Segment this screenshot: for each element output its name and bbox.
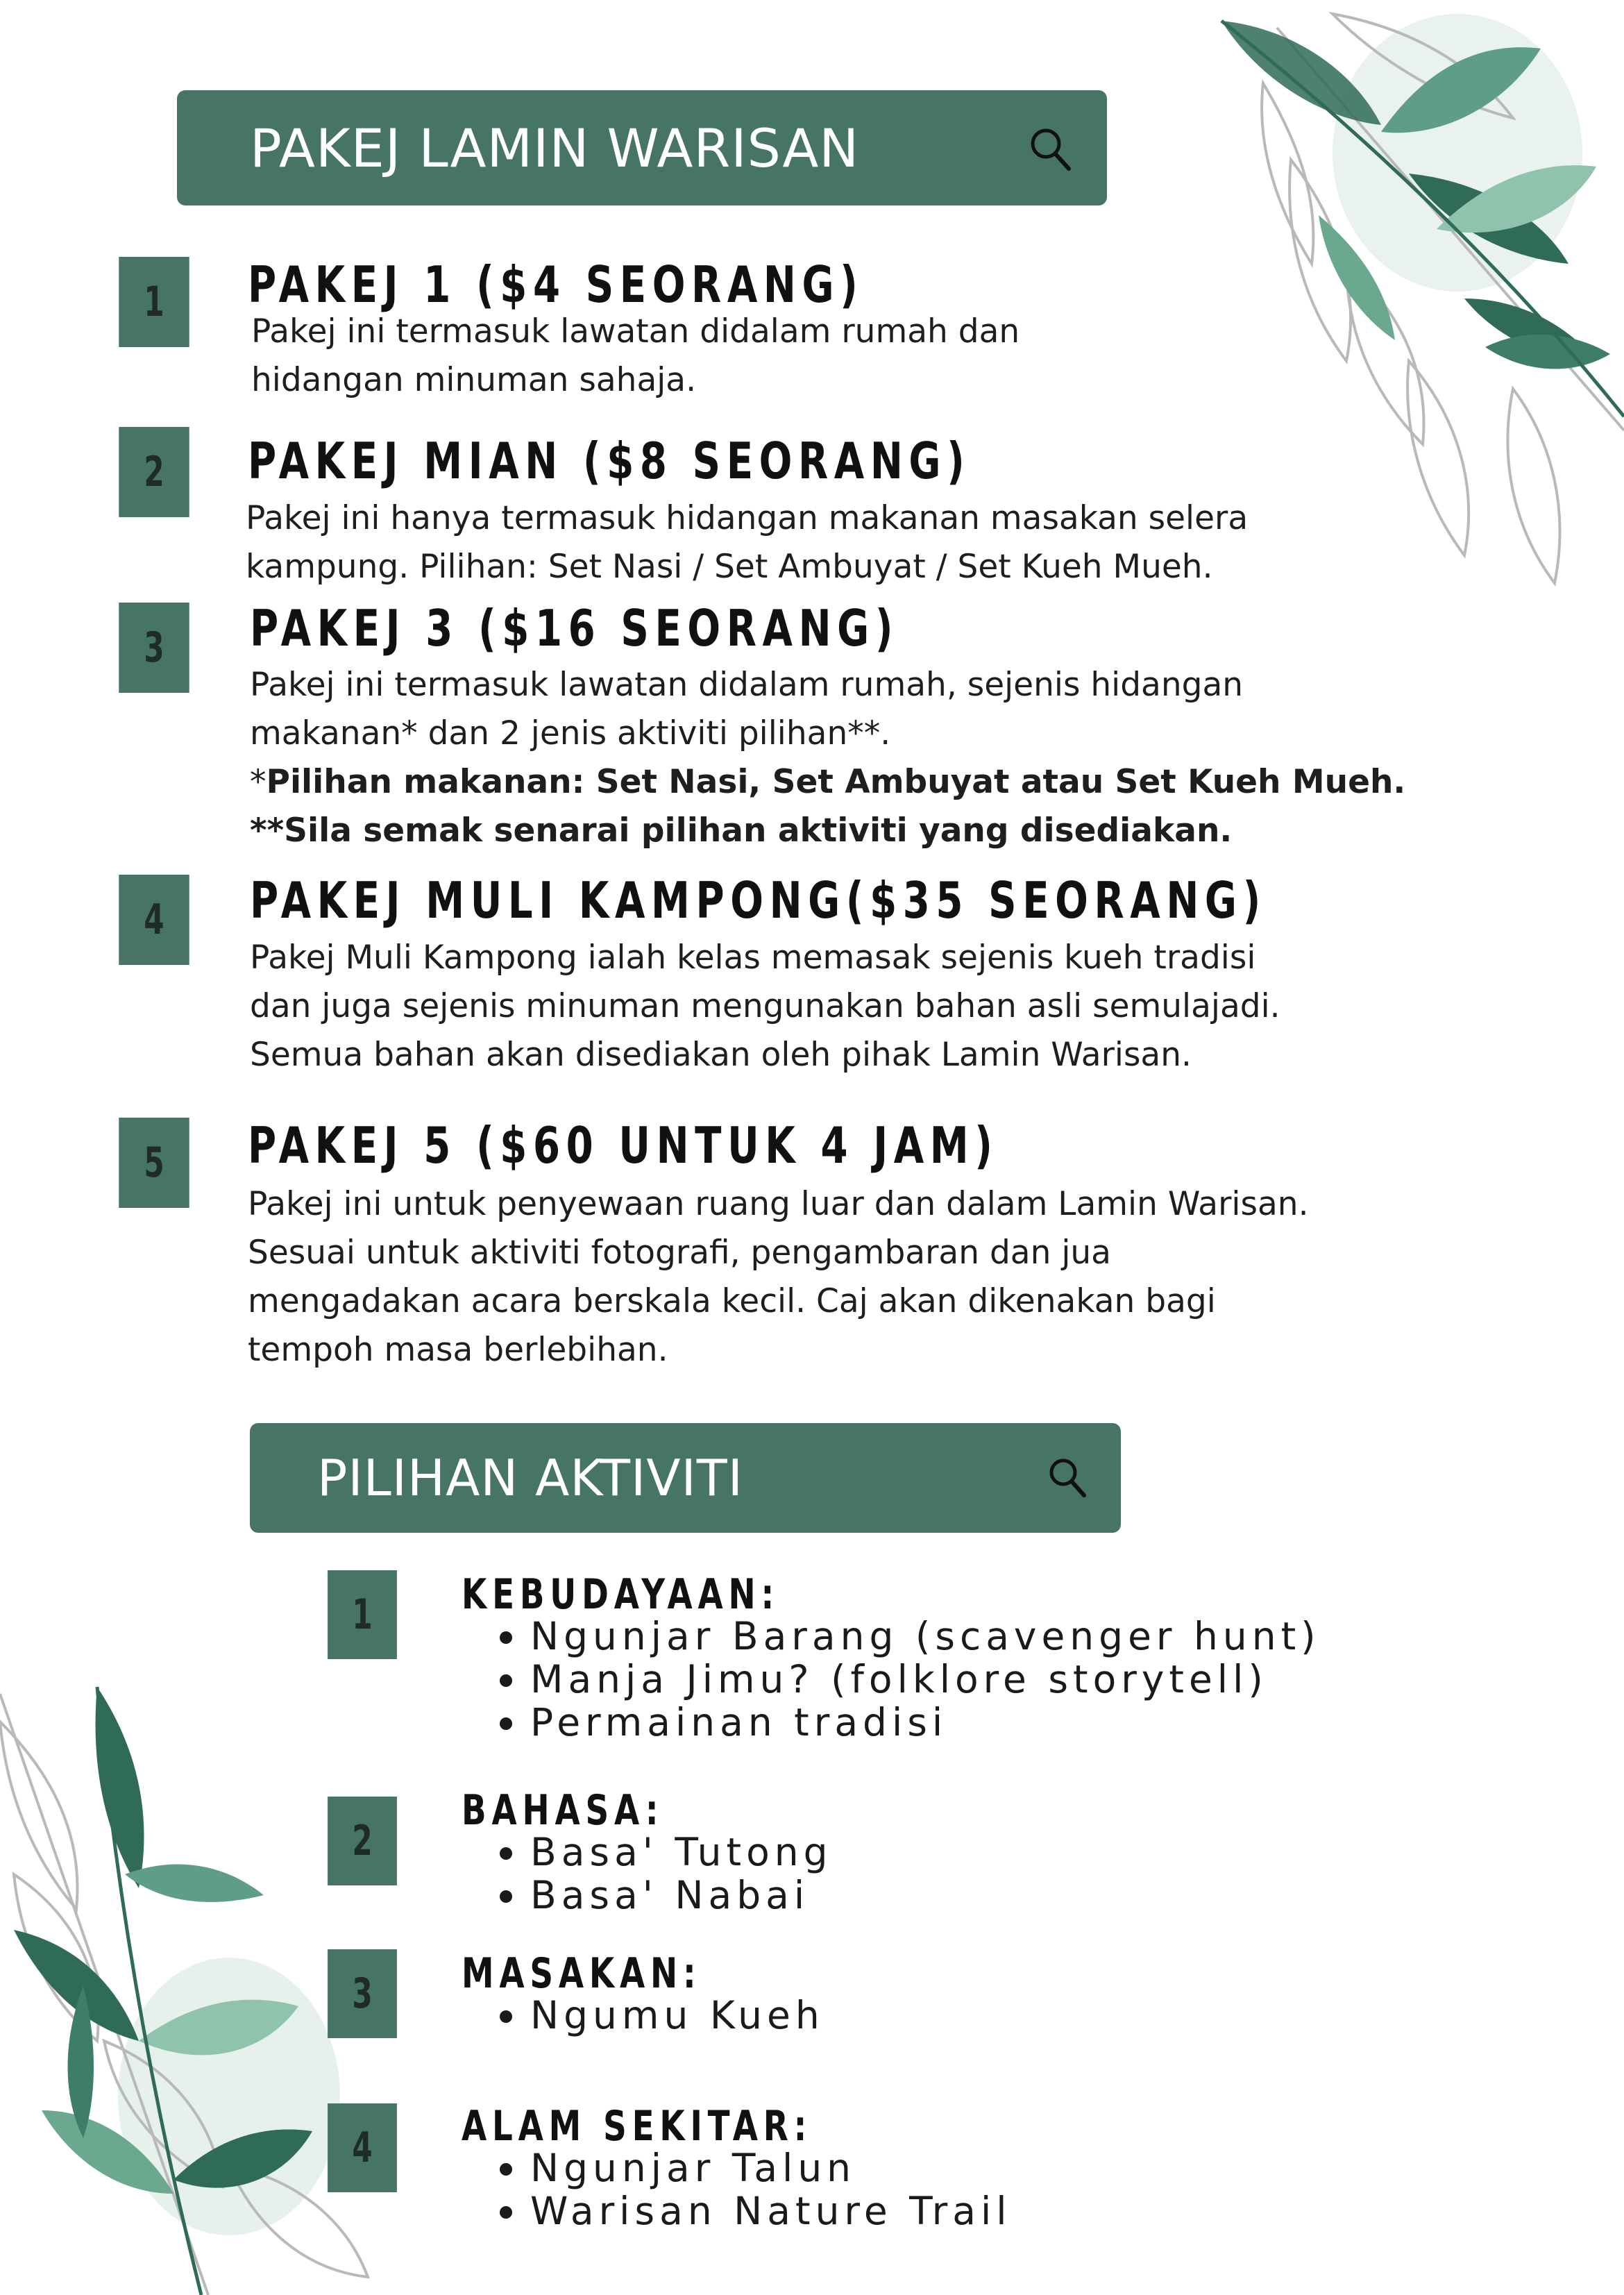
list-item: Basa' Nabai (494, 1874, 832, 1917)
list-item: Ngunjar Barang (scavenger hunt) (494, 1615, 1321, 1658)
activity-number-1: 1 (328, 1570, 397, 1659)
package-5-description (248, 1180, 1309, 1375)
activity-2-list (494, 1831, 832, 1917)
package-1-line-1: Pakej ini termasuk lawatan didalam rumah dan (251, 312, 1020, 351)
list-item: Ngunjar Talun (494, 2146, 1012, 2189)
package-3-note-prefix: * (250, 763, 267, 801)
package-5-line-4: tempoh masa berlebihan. (248, 1331, 668, 1369)
search-icon[interactable] (1027, 125, 1076, 178)
search-icon[interactable] (1047, 1456, 1090, 1503)
package-5-line-2: Sesuai untuk aktiviti fotografi, pengambaran dan jua (248, 1234, 1111, 1272)
package-3-title: PAKEJ 3 ($16 SEORANG) (250, 599, 899, 657)
package-2-line-1: Pakej ini hanya termasuk hidangan makanan masakan selera (246, 499, 1249, 537)
package-1-description (251, 308, 1020, 405)
package-1-title: PAKEJ 1 ($4 SEORANG) (248, 255, 864, 314)
package-number-2: 2 (119, 427, 189, 517)
package-number-3: 3 (119, 603, 189, 693)
activity-number-3: 3 (328, 1949, 397, 2038)
activities-title: PILIHAN AKTIVITI (317, 1449, 743, 1507)
package-number-5: 5 (119, 1118, 189, 1208)
activity-3-list (494, 1994, 824, 2037)
list-item: Permainan tradisi (494, 1701, 1321, 1744)
activity-1-title: KEBUDAYAAN: (462, 1570, 780, 1619)
list-item: Warisan Nature Trail (494, 2189, 1012, 2233)
activity-1-list (494, 1615, 1321, 1744)
activities-banner (250, 1423, 1121, 1533)
activity-4-list (494, 2146, 1012, 2233)
package-2-title: PAKEJ MIAN ($8 SEORANG) (248, 432, 971, 490)
package-4-title: PAKEJ MULI KAMPONG($35 SEORANG) (250, 871, 1267, 930)
package-5-title: PAKEJ 5 ($60 UNTUK 4 JAM) (248, 1116, 999, 1175)
package-4-line-2: dan juga sejenis minuman mengunakan bahan asli semulajadi. (250, 987, 1280, 1025)
header-title: PAKEJ LAMIN WARISAN (250, 117, 860, 179)
package-4-description (250, 934, 1280, 1079)
package-3-line-2: makanan* dan 2 jenis aktiviti pilihan**. (250, 714, 891, 753)
package-number-4: 4 (119, 875, 189, 965)
package-3-note-1-text: Pilihan makanan: Set Nasi, Set Ambuyat atau Set Kueh Mueh. (266, 763, 1406, 801)
package-3-line-1: Pakej ini termasuk lawatan didalam rumah, sejenis hidangan (250, 666, 1244, 704)
list-item: Ngumu Kueh (494, 1994, 824, 2037)
list-item: Manja Jimu? (folklore storytell) (494, 1658, 1321, 1701)
package-3-description (250, 661, 1405, 855)
activity-3-title: MASAKAN: (462, 1949, 702, 1998)
activity-number-2: 2 (328, 1797, 397, 1885)
package-5-line-1: Pakej ini untuk penyewaan ruang luar dan dalam Lamin Warisan. (248, 1185, 1309, 1223)
package-4-line-3: Semua bahan akan disediakan oleh pihak Lamin Warisan. (250, 1036, 1192, 1074)
package-4-line-1: Pakej Muli Kampong ialah kelas memasak sejenis kueh tradisi (250, 939, 1256, 977)
activity-4-title: ALAM SEKITAR: (462, 2102, 813, 2151)
package-3-note-1 (250, 758, 1405, 807)
package-3-note-2: **Sila semak senarai pilihan aktiviti yang disediakan. (250, 812, 1233, 850)
activity-number-4: 4 (328, 2103, 397, 2192)
header-banner (177, 90, 1107, 205)
package-1-line-2: hidangan minuman sahaja. (251, 361, 697, 399)
activity-2-title: BAHASA: (462, 1786, 664, 1835)
package-2-description (246, 494, 1248, 591)
package-5-line-3: mengadakan acara berskala kecil. Caj akan dikenakan bagi (248, 1282, 1216, 1320)
list-item: Basa' Tutong (494, 1831, 832, 1874)
package-2-line-2: kampung. Pilihan: Set Nasi / Set Ambuyat / Set Kueh Mueh. (246, 548, 1213, 586)
package-number-1: 1 (119, 257, 189, 347)
